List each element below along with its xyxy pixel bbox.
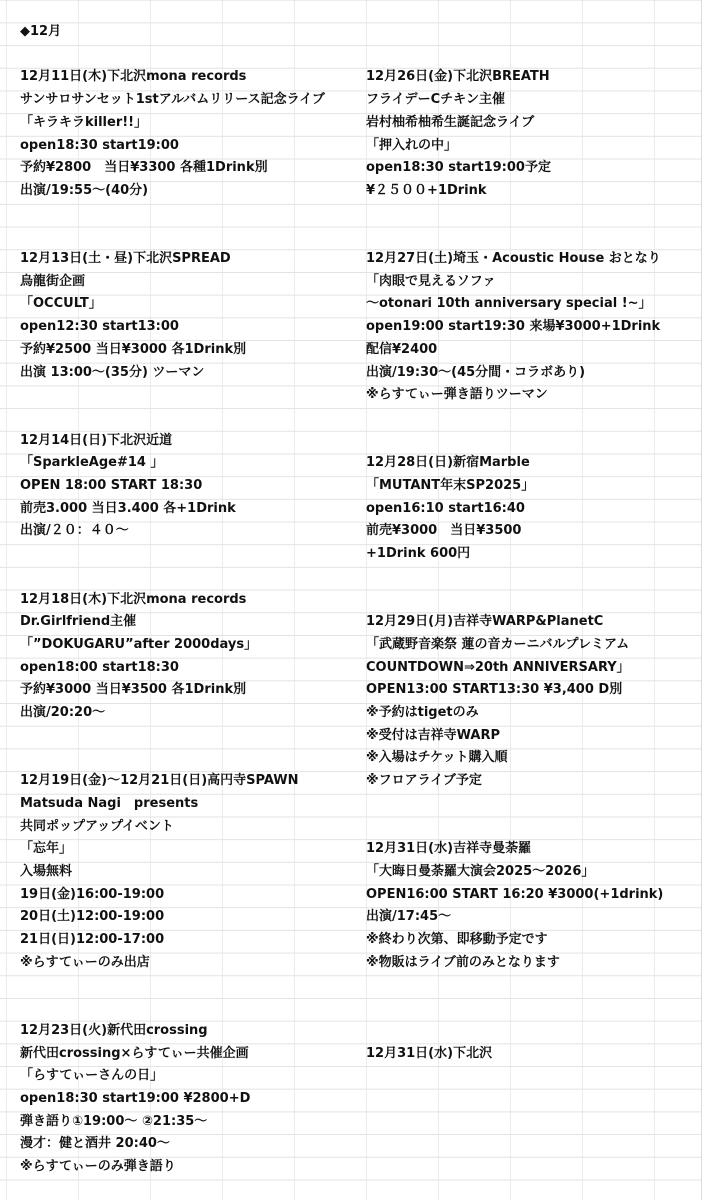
schedule-line: 12月28日(日)新宿Marble — [366, 455, 530, 470]
schedule-line: ¥２５００+1Drink — [366, 183, 487, 198]
schedule-line: 12月11日(木)下北沢mona records — [20, 69, 247, 84]
schedule-line: ※終わり次第、即移動予定です — [366, 932, 548, 947]
schedule-line: 「”DOKUGARU”after 2000days」 — [20, 637, 258, 652]
schedule-line: 「らすてぃーさんの日」 — [20, 1068, 164, 1083]
schedule-line: open19:00 start19:30 来場¥3000+1Drink — [366, 319, 661, 334]
schedule-line: ※物販はライブ前のみとなります — [366, 955, 560, 970]
schedule-line: ※らすてぃー弾き語りツーマン — [366, 387, 548, 402]
schedule-line: フライデーCチキン主催 — [366, 92, 506, 107]
schedule-line: 12月18日(木)下北沢mona records — [20, 592, 247, 607]
schedule-line: ※らすてぃーのみ出店 — [20, 955, 150, 970]
schedule-line: ～otonari 10th anniversary special !~」 — [366, 296, 652, 311]
month-header: ◆12月 — [20, 24, 62, 39]
schedule-line: 12月31日(水)吉祥寺曼荼羅 — [366, 841, 532, 856]
schedule-line: Dr.Girlfriend主催 — [20, 614, 137, 629]
schedule-line: 「キラキラkiller!!」 — [20, 115, 148, 130]
schedule-line: 出演/20:20～ — [20, 705, 106, 720]
schedule-line: 12月29日(月)吉祥寺WARP&PlanetC — [366, 614, 604, 629]
schedule-line: open18:00 start18:30 — [20, 660, 179, 675]
schedule-line: 入場無料 — [20, 864, 73, 879]
schedule-line: ※らすてぃーのみ弾き語り — [20, 1159, 176, 1174]
schedule-line: 12月26日(金)下北沢BREATH — [366, 69, 550, 84]
schedule-line: 12月27日(土)埼玉・Acoustic House おとなり — [366, 251, 661, 266]
schedule-line: 「MUTANT年末SP2025」 — [366, 478, 535, 493]
schedule-line: 「大晦日曼荼羅大演会2025～2026」 — [366, 864, 595, 879]
schedule-line: open18:30 start19:00予定 — [366, 160, 551, 175]
schedule-line: 12月14日(日)下北沢近道 — [20, 433, 173, 448]
schedule-line: 20日(土)12:00-19:00 — [20, 909, 165, 924]
schedule-line: 「忘年」 — [20, 841, 73, 856]
schedule-line: 12月19日(金)～12月21日(日)高円寺SPAWN — [20, 773, 299, 788]
schedule-line: 前売¥3000 当日¥3500 — [366, 523, 522, 538]
schedule-line: Matsuda Nagi presents — [20, 796, 199, 811]
schedule-line: ※入場はチケット購入順 — [366, 750, 508, 765]
schedule-line: 新代田crossing×らすてぃー共催企画 — [20, 1046, 249, 1061]
schedule-line: 「OCCULT」 — [20, 296, 102, 311]
schedule-line: open18:30 start19:00 — [20, 138, 179, 153]
schedule-line: 出演/19:55～(40分) — [20, 183, 149, 198]
schedule-line: サンサロサンセット1stアルバムリリース記念ライブ — [20, 92, 325, 107]
schedule-line: open18:30 start19:00 ¥2800+D — [20, 1091, 251, 1106]
schedule-line: 予約¥2800 当日¥3300 各種1Drink別 — [20, 160, 268, 175]
schedule-line: 弾き語り①19:00～ ②21:35～ — [20, 1114, 208, 1129]
schedule-line: +1Drink 600円 — [366, 546, 471, 561]
schedule-line: OPEN13:00 START13:30 ¥3,400 D別 — [366, 682, 623, 697]
schedule-line: 「肉眼で見えるソファ — [366, 274, 496, 289]
schedule-line: ※フロアライブ予定 — [366, 773, 482, 788]
schedule-line: 「武蔵野音楽祭 蓮の音カーニバルプレミアム — [366, 637, 630, 652]
schedule-line: 予約¥3000 当日¥3500 各1Drink別 — [20, 682, 247, 697]
schedule-line: open12:30 start13:00 — [20, 319, 179, 334]
schedule-line: 12月13日(土・昼)下北沢SPREAD — [20, 251, 231, 266]
schedule-line: 12月23日(火)新代田crossing — [20, 1023, 208, 1038]
schedule-line: 前売3.000 当日3.400 各+1Drink — [20, 501, 236, 516]
schedule-line: 「SparkleAge#14 」 — [20, 455, 164, 470]
schedule-line: ※予約はtigetのみ — [366, 705, 479, 720]
schedule-line: 出演/17:45～ — [366, 909, 452, 924]
schedule-line: 21日(日)12:00-17:00 — [20, 932, 165, 947]
sheet-edge — [701, 0, 720, 1200]
schedule-line: COUNTDOWN⇒20th ANNIVERSARY」 — [366, 660, 630, 675]
schedule-line: 配信¥2400 — [366, 342, 438, 357]
schedule-line: 「押入れの中」 — [366, 138, 458, 153]
schedule-line: OPEN16:00 START 16:20 ¥3000(+1drink) — [366, 887, 664, 902]
schedule-line: 12月31日(水)下北沢 — [366, 1046, 493, 1061]
schedule-line: 共同ポップアップイベント — [20, 819, 174, 834]
schedule-line: 19日(金)16:00-19:00 — [20, 887, 165, 902]
schedule-line: 出演/19:30～(45分間・コラボあり) — [366, 365, 586, 380]
schedule-line: 漫才：健と酒井 20:40～ — [20, 1136, 170, 1151]
schedule-line: 予約¥2500 当日¥3000 各1Drink別 — [20, 342, 247, 357]
schedule-line: OPEN 18:00 START 18:30 — [20, 478, 203, 493]
schedule-line: ※受付は吉祥寺WARP — [366, 728, 500, 743]
schedule-line: 岩村柚希柚希生誕記念ライブ — [366, 115, 535, 130]
schedule-line: open16:10 start16:40 — [366, 501, 525, 516]
schedule-line: 烏龍街企画 — [20, 274, 86, 289]
schedule-line: 出演/２０：４０～ — [20, 523, 129, 538]
schedule-line: 出演 13:00～(35分) ツーマン — [20, 365, 205, 380]
